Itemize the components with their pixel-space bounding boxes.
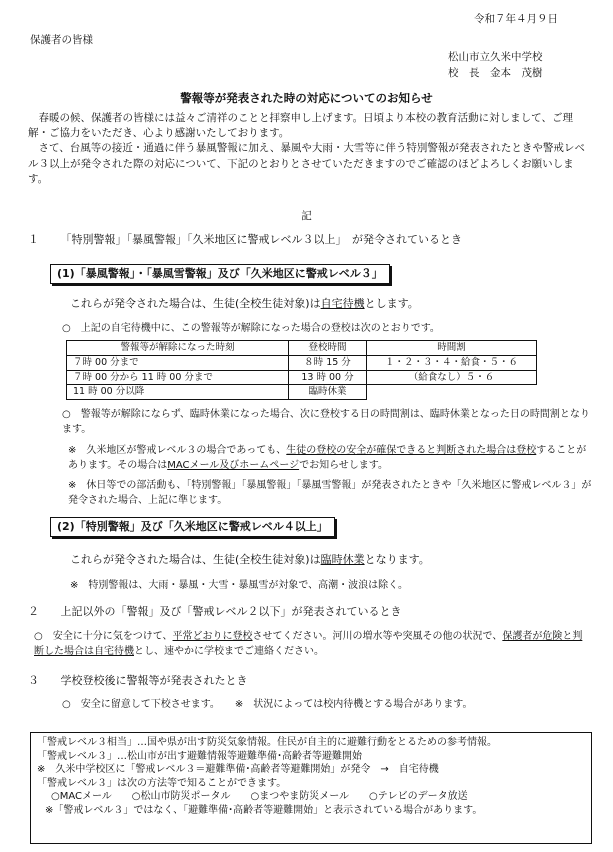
table-cell: （給食なし）５・６ (367, 370, 537, 385)
info-line: 「警戒レベル３」…松山市が出す避難情報等避難準備･高齢者等避難開始 (37, 750, 362, 762)
table-cell: ７時 00 分まで (67, 355, 289, 370)
table-cell: ７時 00 分から 11 時 00 分まで (67, 370, 289, 385)
table-cell: 13 時 00 分 (289, 370, 367, 385)
sub1-note-3: ※ 休日等での部活動も、「特別警報」「暴風警報」「暴風雪警報」が発表されたときや「久米地区に警戒レベル３」が発令された場合、上記に準じます。 (68, 480, 592, 506)
note2-pre: ※ 久米地区が警戒レベル３の場合であっても、 (68, 445, 287, 456)
section-1-text: 「特別警報」「暴風警報」「久米地区に警戒レベル３以上」 が発令されているとき (60, 233, 462, 246)
table-cell: ８時 15 分 (289, 355, 367, 370)
sub2-body-post: となります。 (364, 553, 430, 566)
section-3-text: 学校登校後に警報等が発表されたとき (60, 674, 248, 687)
sub1-note-1: ○ 警報等が解除にならず、臨時休業になった場合、次に登校する日の時間割は、臨時休業となった日の時間割となります。 (62, 409, 590, 435)
info-line: ○MACメール ○松山市防災ポータル ○まつやま防災メール ○テレビのデータ放送 (51, 791, 468, 802)
section-1-number: １ (28, 233, 39, 246)
section-3-body: ○ 安全に留意して下校させます。 ※ 状況によっては校内待機とする場合があります。 (62, 699, 473, 710)
sub1-body-underlined: 自宅待機 (320, 297, 365, 310)
sub2-body-underlined: 臨時休業 (320, 553, 365, 566)
table-cell: 臨時休業 (289, 385, 367, 400)
warning-level-info-box (30, 732, 592, 844)
sub1-heading: (1)「暴風警報」・「暴風雪警報」及び「久米地区に警戒レベル３」 (50, 264, 390, 284)
sub1-body (70, 296, 419, 312)
table-header: 時間割 (367, 341, 537, 356)
s2-body-underlined-2: 保護者が危険と判断した場合は自宅待機 (34, 631, 583, 657)
section-2-text: 上記以外の「警報」及び「警戒レベル２以下」が発表されているとき (60, 605, 402, 618)
info-line: ※ 久米中学校区に「警戒レベル３＝避難準備･高齢者等避難開始」が発令 → 自宅待機 (37, 764, 439, 775)
dismissal-time-table (66, 340, 537, 400)
sub1-body-pre: これらが発令された場合は、生徒(全校生徒対象)は (70, 297, 321, 310)
sub1-note-2 (68, 444, 592, 473)
s2-body-mid: させてください。河川の増水等や突風その他の状況で、 (252, 631, 503, 642)
info-line: 「警戒レベル３」は次の方法等で知ることができます。 (37, 777, 287, 789)
section-3-heading (28, 673, 248, 689)
note2-underlined-2: MACメール及びホームページ (167, 459, 300, 471)
sub2-body-pre: これらが発令された場合は、生徒(全校生徒対象)は (70, 553, 321, 566)
sub1-body-post: とします。 (364, 297, 419, 310)
principal-name: 校 長 金本 茂樹 (448, 67, 543, 79)
intro-line-2: さて、台風等の接近・通過に伴う暴風警報に加え、暴風や大雨・大雪等に伴う特別警報が発表されたときや警戒レベル３以上が発令された際の対応について、下記のとおりとさせていただきますのでご確認のほどよろしくお願いします。 (28, 142, 585, 185)
table-header: 警報等が解除になった時刻 (67, 341, 289, 356)
info-line: ※「警戒レベル３」ではなく、「避難準備･高齢者等避難開始」と表示されている場合があります。 (45, 804, 483, 816)
section-3-number: ３ (28, 674, 39, 687)
s2-body-underlined: 平常どおりに登校 (172, 631, 253, 642)
table-header: 登校時間 (289, 341, 367, 356)
sub2-heading: (2)「特別警報」及び「久米地区に警戒レベル４以上」 (50, 517, 335, 537)
note2-mid: することがあります。その場合は (68, 445, 587, 471)
section-1-heading (28, 232, 462, 248)
note2-post: でお知らせします。 (299, 459, 388, 471)
table-intro: ○ 上記の自宅待機中に、この警報等が解除になった場合の登校は次のとおりです。 (62, 323, 440, 334)
sub2-note: ※ 特別警報は、大雨・暴風・大雪・暴風雪が対象で、高潮・波浪は除く。 (70, 580, 408, 591)
addressee: 保護者の皆様 (30, 34, 93, 46)
section-2-body (34, 630, 592, 659)
info-line: 「警戒レベル３相当」…国や県が出す防災気象情報。住民が自主的に避難行動をとるための参考情報。 (37, 737, 497, 748)
table-row (67, 370, 537, 385)
s2-body-pre: ○ 安全に十分に気をつけて、 (34, 631, 173, 642)
document-date: 令和７年４月９日 (474, 13, 558, 25)
table-row (67, 355, 537, 370)
table-cell: １・２・３・４・給食・５・６ (367, 355, 537, 370)
table-header-row (67, 341, 537, 356)
ki-marker: 記 (301, 210, 312, 222)
table-cell (367, 385, 537, 400)
intro-line-1: 春暖の候、保護者の皆様には益々ご清祥のことと拝察申し上げます。日頃より本校の教育活動に対しまして、ご理解・ご協力をいただき、心より感謝いたしております。 (28, 112, 573, 140)
sub2-body (70, 552, 430, 568)
intro-paragraph (28, 111, 593, 187)
school-name: 松山市立久米中学校 (448, 51, 543, 63)
s2-body-post: とし、速やかに学校までご連絡ください。 (134, 645, 324, 657)
section-2-number: ２ (28, 605, 39, 618)
section-2-heading (28, 604, 402, 620)
document-title: 警報等が発表された時の対応についてのお知らせ (180, 91, 433, 105)
table-row (67, 385, 537, 400)
table-cell: 11 時 00 分以降 (67, 385, 289, 400)
note2-underlined: 生徒の登校の安全が確保できると判断された場合は登校 (286, 445, 537, 456)
